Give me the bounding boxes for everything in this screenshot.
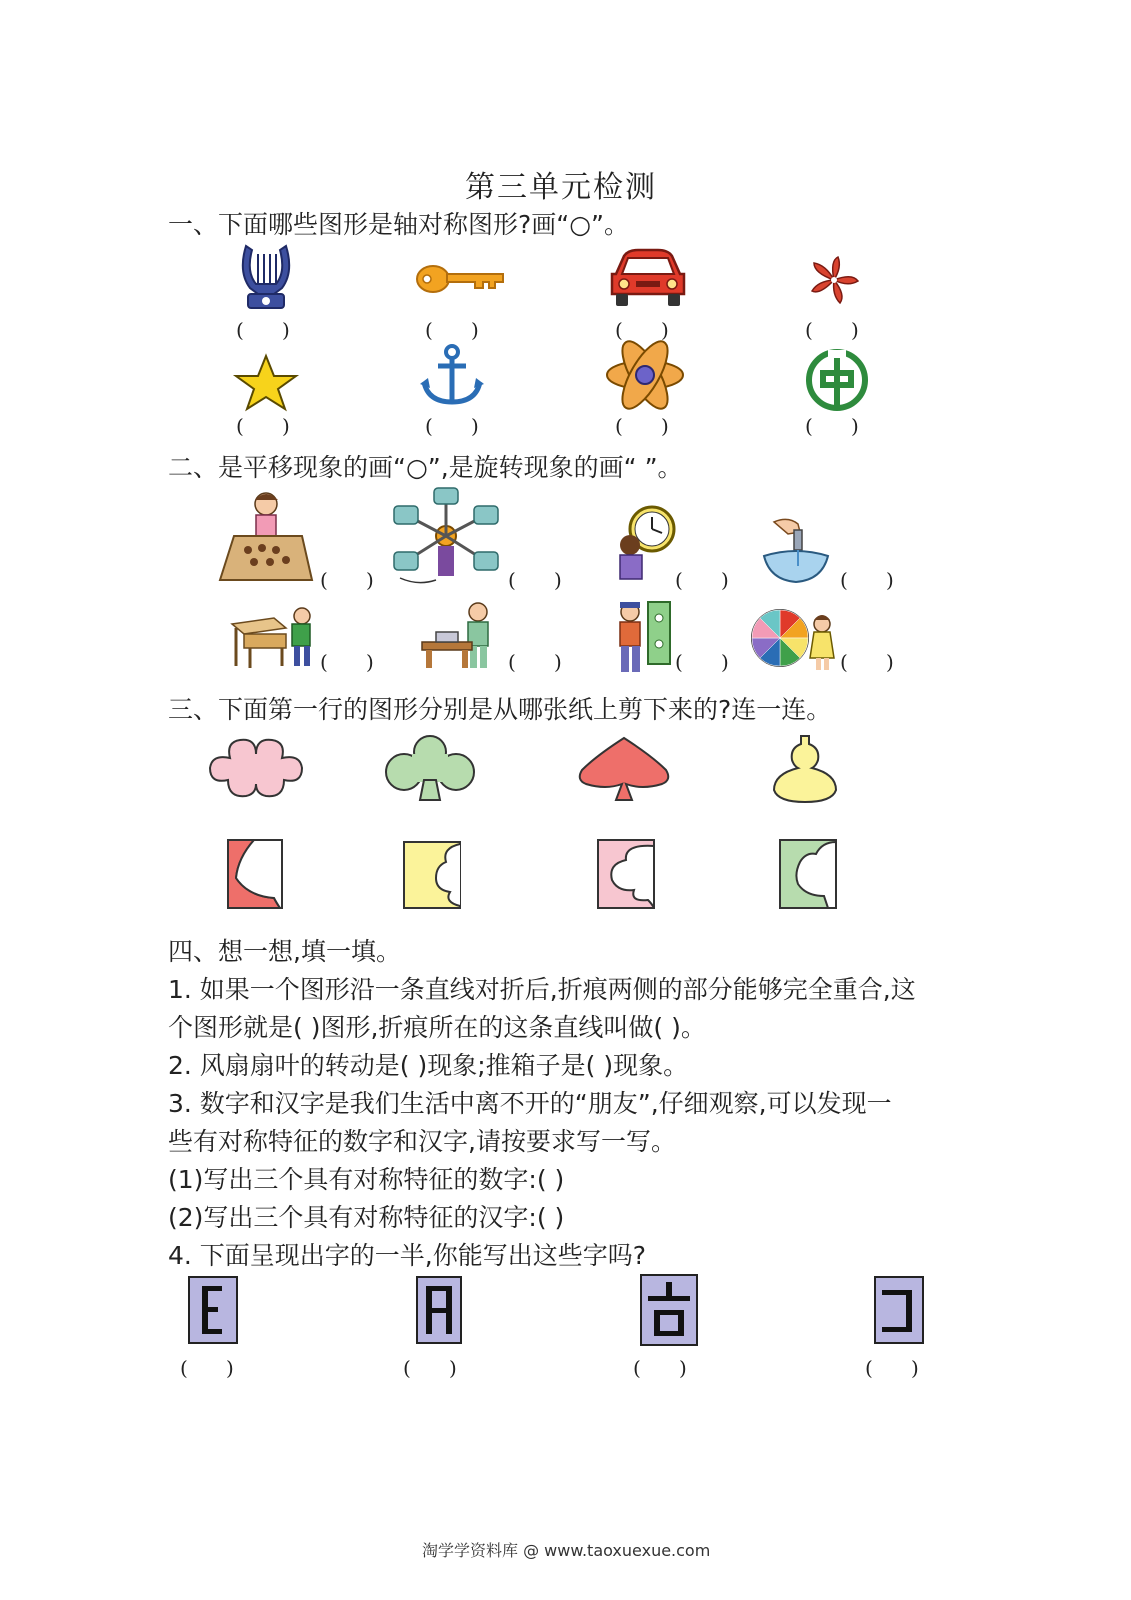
pink-folded-paper [594, 838, 658, 910]
question-2: 2. 风扇扇叶的转动是( )现象;推箱子是( )现象。 [168, 1051, 689, 1080]
question-3-sub-2: (2)写出三个具有对称特征的汉字:( ) [168, 1203, 565, 1232]
footer-watermark: 淘学学资料库 @ www.taoxuexue.com [422, 1541, 711, 1560]
answer-blank[interactable]: ( ) [236, 318, 290, 342]
hand-at-faucet-sink [760, 516, 832, 584]
green-club-shape [382, 734, 478, 802]
star-icon [234, 354, 298, 410]
answer-blank[interactable]: ( ) [425, 414, 479, 438]
answer-blank[interactable]: ( ) [675, 568, 729, 592]
answer-blank[interactable]: ( ) [805, 414, 859, 438]
answer-blank[interactable]: ( ) [320, 650, 374, 674]
yellow-gourd-shape [770, 734, 840, 804]
red-spade-shape [576, 736, 672, 802]
green-folded-paper [776, 838, 840, 910]
bank-logo-icon [804, 348, 870, 412]
answer-blank[interactable]: ( ) [508, 650, 562, 674]
answer-blank[interactable]: ( ) [840, 650, 894, 674]
section2-heading: 二、是平移现象的画“○”,是旋转现象的画“ ”。 [168, 453, 683, 482]
carousel-ride [388, 486, 504, 586]
yellow-folded-paper [400, 840, 464, 910]
question-1-line-1: 1. 如果一个图形沿一条直线对折后,折痕两侧的部分能够完全重合,这 [168, 975, 916, 1004]
red-folded-paper [224, 838, 286, 910]
question-3-line-1: 3. 数字和汉字是我们生活中离不开的“朋友”,仔细观察,可以发现一 [168, 1089, 892, 1118]
answer-blank[interactable]: ( ) [615, 414, 669, 438]
worker-with-wrench [612, 598, 674, 674]
pink-cloud-shape [206, 736, 306, 802]
question-3-line-2: 些有对称特征的数字和汉字,请按要求写一写。 [168, 1127, 676, 1156]
answer-blank[interactable]: ( ) [840, 568, 894, 592]
child-playing-board-game [218, 488, 314, 584]
child-turning-clock-hands [612, 505, 678, 585]
answer-blank[interactable]: ( ) [320, 568, 374, 592]
key-icon [415, 262, 507, 296]
answer-blank[interactable]: ( ) [425, 318, 479, 342]
worker-planing-wood [418, 600, 498, 670]
answer-blank[interactable]: ( ) [180, 1356, 234, 1380]
answer-blank[interactable]: ( ) [615, 318, 669, 342]
half-char-2 [416, 1276, 462, 1344]
half-char-3 [640, 1274, 698, 1346]
anchor-icon [418, 344, 486, 408]
atom-icon [605, 344, 685, 406]
question-4: 4. 下面呈现出字的一半,你能写出这些字吗? [168, 1241, 647, 1270]
question-3-sub-1: (1)写出三个具有对称特征的数字:( ) [168, 1165, 565, 1194]
section3-heading: 三、下面第一行的图形分别是从哪张纸上剪下来的?连一连。 [168, 695, 832, 724]
answer-blank[interactable]: ( ) [675, 650, 729, 674]
answer-blank[interactable]: ( ) [805, 318, 859, 342]
half-char-4 [874, 1276, 924, 1344]
child-pushing-desk [230, 604, 318, 670]
car-icon [608, 248, 688, 310]
lyre-icon [236, 242, 296, 314]
bauhinia-flower-icon [808, 255, 860, 305]
question-1-line-2: 个图形就是( )图形,折痕所在的这条直线叫做( )。 [168, 1013, 706, 1042]
answer-blank[interactable]: ( ) [403, 1356, 457, 1380]
girl-with-spinning-wheel [748, 606, 840, 672]
section4-heading: 四、想一想,填一填。 [168, 937, 401, 966]
section1-heading: 一、下面哪些图形是轴对称图形?画“○”。 [168, 210, 629, 239]
answer-blank[interactable]: ( ) [236, 414, 290, 438]
answer-blank[interactable]: ( ) [508, 568, 562, 592]
page-title: 第三单元检测 [465, 170, 657, 205]
answer-blank[interactable]: ( ) [865, 1356, 919, 1380]
answer-blank[interactable]: ( ) [633, 1356, 687, 1380]
half-char-1 [188, 1276, 238, 1344]
